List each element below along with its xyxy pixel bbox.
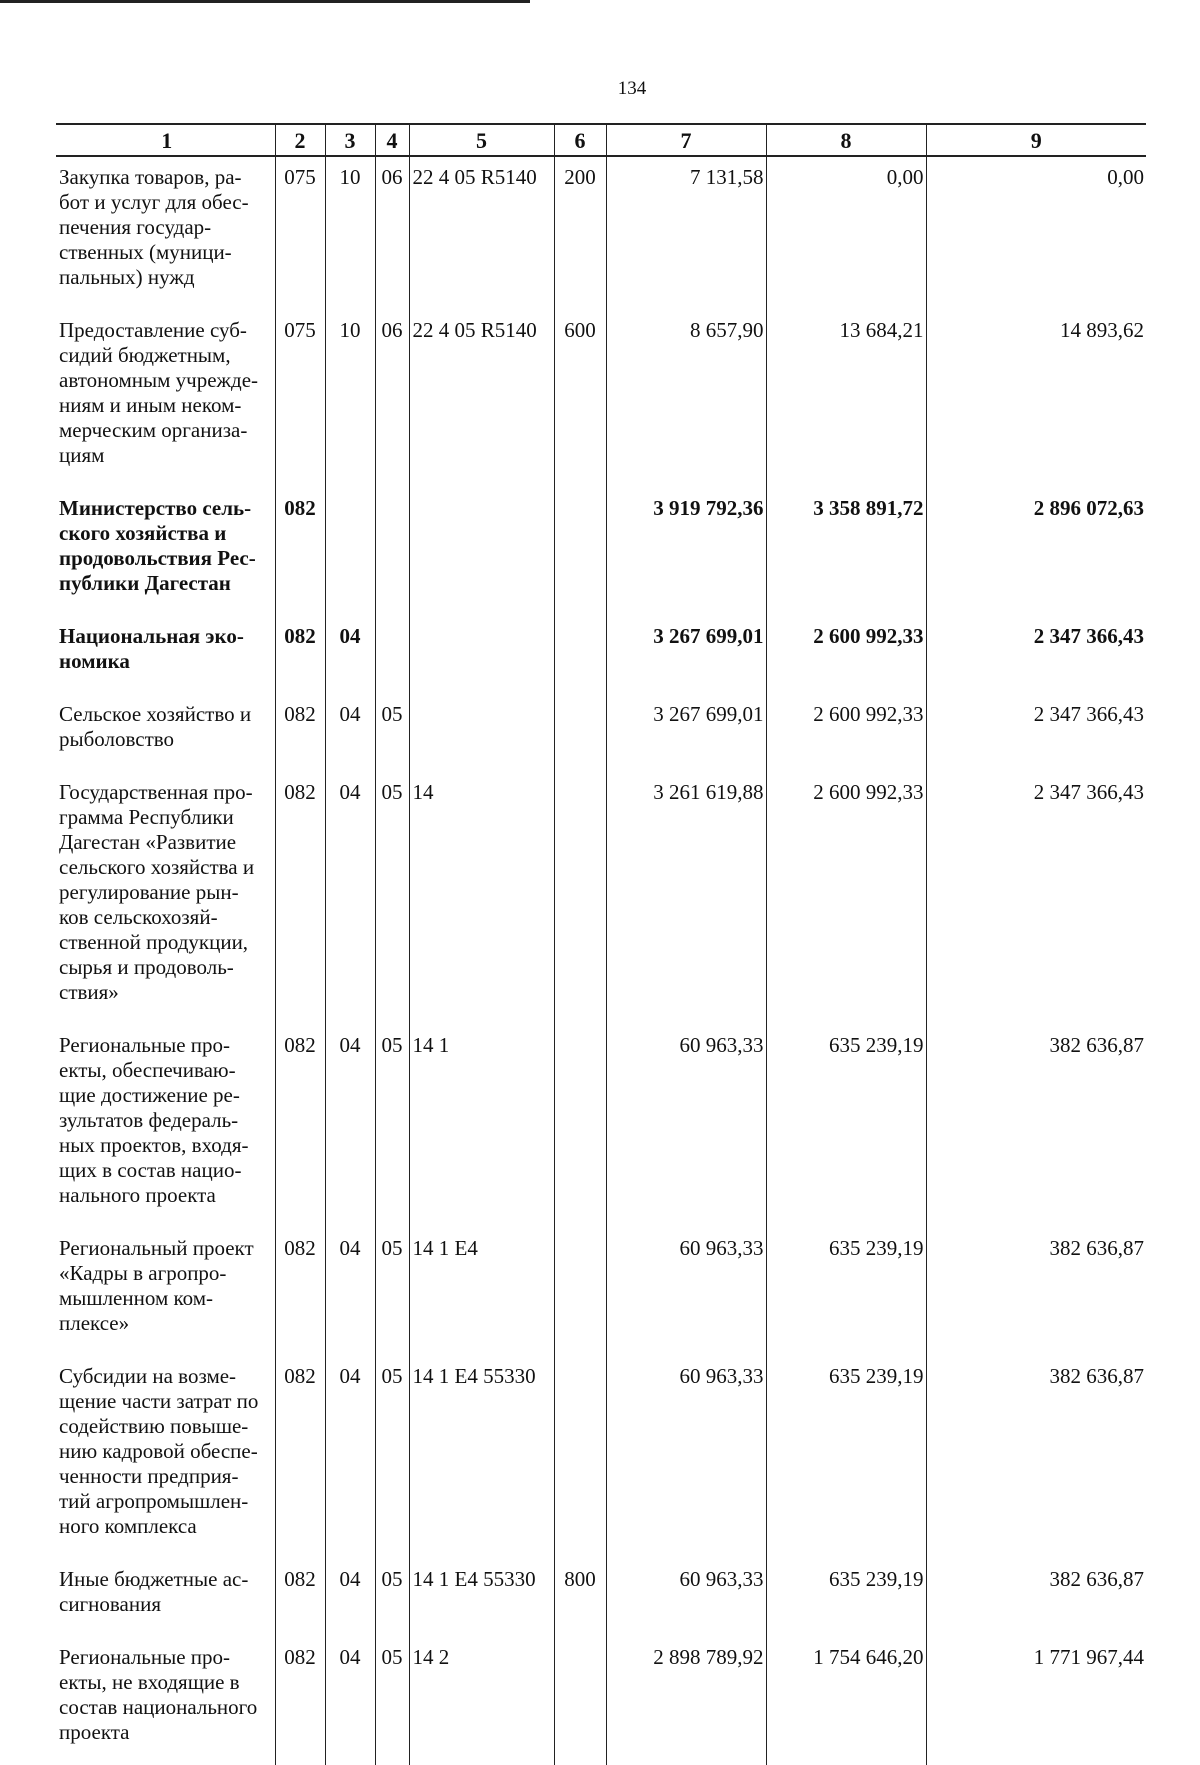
cell-subsection: 05 [375,1559,409,1637]
cell-section: 04 [325,616,375,694]
cell-subsection: 06 [375,310,409,488]
row-name: Субсидии на возме- щение части затрат по содействию повыше- нию кадровой обеспе- ченности предприя- тий агропромышлен- ного комплекса [59,1364,259,1538]
cell-target-article: 14 1 E4 [409,1228,554,1356]
column-header: 4 [375,124,409,156]
cell-subsection: 05 [375,1025,409,1228]
row-name: Региональный проект «Кадры в агропро- мышленном ком- плексе» [59,1236,254,1335]
budget-table [56,123,1146,1765]
cell-amount-8: 635 239,19 [766,1025,926,1228]
cell-target-article: 14 [409,772,554,1025]
table-row [56,1637,1146,1765]
cell-expense-type [554,1356,606,1559]
cell-subsection: 05 [375,772,409,1025]
cell-amount-7: 7 131,58 [606,156,766,310]
cell-target-article: 14 1 E4 55330 [409,1356,554,1559]
cell-amount-9: 1 771 967,44 [926,1637,1146,1765]
cell-amount-8: 0,00 [766,156,926,310]
cell-amount-7: 60 963,33 [606,1228,766,1356]
table-row [56,1559,1146,1637]
row-name: Региональные про- екты, не входящие в состав национального проекта [59,1645,258,1744]
cell-subsection: 06 [375,156,409,310]
row-name: Предоставление суб- сидий бюджетным, автономным учрежде- ниям и иным неком- мерческим организа- циям [59,318,259,467]
cell-expense-type [554,772,606,1025]
cell-target-article: 14 1 E4 55330 [409,1559,554,1637]
top-rule [0,0,530,3]
cell-amount-8: 2 600 992,33 [766,694,926,772]
cell-ministry-code: 082 [275,694,325,772]
cell-section [325,488,375,616]
cell-amount-9: 2 347 366,43 [926,694,1146,772]
cell-amount-9: 0,00 [926,156,1146,310]
cell-amount-9: 14 893,62 [926,310,1146,488]
column-header: 3 [325,124,375,156]
cell-amount-9: 2 896 072,63 [926,488,1146,616]
row-name: Иные бюджетные ас- сигнования [59,1567,249,1616]
cell-target-article: 22 4 05 R5140 [409,156,554,310]
cell-amount-8: 635 239,19 [766,1228,926,1356]
cell-subsection: 05 [375,1356,409,1559]
cell-ministry-code: 082 [275,1228,325,1356]
cell-amount-9: 2 347 366,43 [926,772,1146,1025]
cell-amount-7: 60 963,33 [606,1025,766,1228]
cell-expense-type [554,694,606,772]
cell-section: 04 [325,1228,375,1356]
cell-amount-8: 2 600 992,33 [766,772,926,1025]
cell-ministry-code: 082 [275,1356,325,1559]
cell-subsection: 05 [375,694,409,772]
row-name: Национальная эко- номика [59,624,244,673]
column-header: 2 [275,124,325,156]
cell-amount-7: 8 657,90 [606,310,766,488]
cell-amount-9: 382 636,87 [926,1025,1146,1228]
page-number: 134 [617,78,647,99]
cell-target-article: 14 1 [409,1025,554,1228]
cell-target-article: 14 2 [409,1637,554,1765]
table-body [56,156,1146,1765]
cell-amount-7: 3 267 699,01 [606,694,766,772]
table-row [56,156,1146,310]
cell-amount-9: 382 636,87 [926,1228,1146,1356]
table-row [56,488,1146,616]
cell-target-article [409,616,554,694]
cell-expense-type [554,1228,606,1356]
cell-ministry-code: 082 [275,488,325,616]
cell-expense-type: 600 [554,310,606,488]
cell-subsection: 05 [375,1637,409,1765]
table-row [56,616,1146,694]
cell-section: 04 [325,1559,375,1637]
cell-subsection: 05 [375,1228,409,1356]
column-header: 8 [766,124,926,156]
cell-amount-9: 382 636,87 [926,1559,1146,1637]
row-name: Сельское хозяйство и рыболовство [59,702,252,751]
cell-target-article: 22 4 05 R5140 [409,310,554,488]
cell-ministry-code: 082 [275,616,325,694]
column-header: 6 [554,124,606,156]
cell-expense-type [554,1637,606,1765]
cell-subsection [375,488,409,616]
cell-section: 04 [325,1025,375,1228]
cell-section: 04 [325,1356,375,1559]
cell-target-article [409,694,554,772]
cell-subsection [375,616,409,694]
cell-section: 04 [325,1637,375,1765]
cell-ministry-code: 082 [275,1637,325,1765]
cell-ministry-code: 075 [275,156,325,310]
table-row [56,1025,1146,1228]
cell-amount-8: 13 684,21 [766,310,926,488]
cell-ministry-code: 082 [275,772,325,1025]
row-name: Министерство сель- ского хозяйства и продовольствия Рес- публики Дагестан [59,496,256,595]
cell-section: 10 [325,156,375,310]
table-row [56,772,1146,1025]
cell-amount-8: 3 358 891,72 [766,488,926,616]
cell-amount-8: 635 239,19 [766,1559,926,1637]
cell-amount-7: 3 919 792,36 [606,488,766,616]
column-header: 1 [56,124,275,156]
header-row [56,124,1146,156]
row-name: Закупка товаров, ра- бот и услуг для обес- печения государ- ственных (муници- пальных) нужд [59,165,249,289]
cell-amount-7: 2 898 789,92 [606,1637,766,1765]
cell-amount-8: 635 239,19 [766,1356,926,1559]
cell-amount-9: 2 347 366,43 [926,616,1146,694]
cell-expense-type [554,488,606,616]
cell-ministry-code: 075 [275,310,325,488]
cell-ministry-code: 082 [275,1025,325,1228]
cell-ministry-code: 082 [275,1559,325,1637]
cell-amount-9: 382 636,87 [926,1356,1146,1559]
row-name: Государственная про- грамма Республики Дагестан «Развитие сельского хозяйства и регулирование рын- ков сельскохозяй- ственной продукции, сырья и продоволь- ствия» [59,780,255,1004]
cell-target-article [409,488,554,616]
column-header: 7 [606,124,766,156]
cell-expense-type: 800 [554,1559,606,1637]
column-header: 9 [926,124,1146,156]
cell-expense-type [554,1025,606,1228]
table-row [56,310,1146,488]
cell-amount-7: 3 267 699,01 [606,616,766,694]
table-row [56,1228,1146,1356]
cell-expense-type: 200 [554,156,606,310]
cell-section: 10 [325,310,375,488]
cell-section: 04 [325,694,375,772]
table-row [56,694,1146,772]
column-header: 5 [409,124,554,156]
cell-amount-7: 60 963,33 [606,1356,766,1559]
cell-expense-type [554,616,606,694]
cell-amount-7: 60 963,33 [606,1559,766,1637]
table-row [56,1356,1146,1559]
cell-section: 04 [325,772,375,1025]
cell-amount-7: 3 261 619,88 [606,772,766,1025]
cell-amount-8: 2 600 992,33 [766,616,926,694]
cell-amount-8: 1 754 646,20 [766,1637,926,1765]
row-name: Региональные про- екты, обеспечиваю- щие достижение ре- зультатов федераль- ных проектов, входя- щих в состав нацио- нального проекта [59,1033,249,1207]
